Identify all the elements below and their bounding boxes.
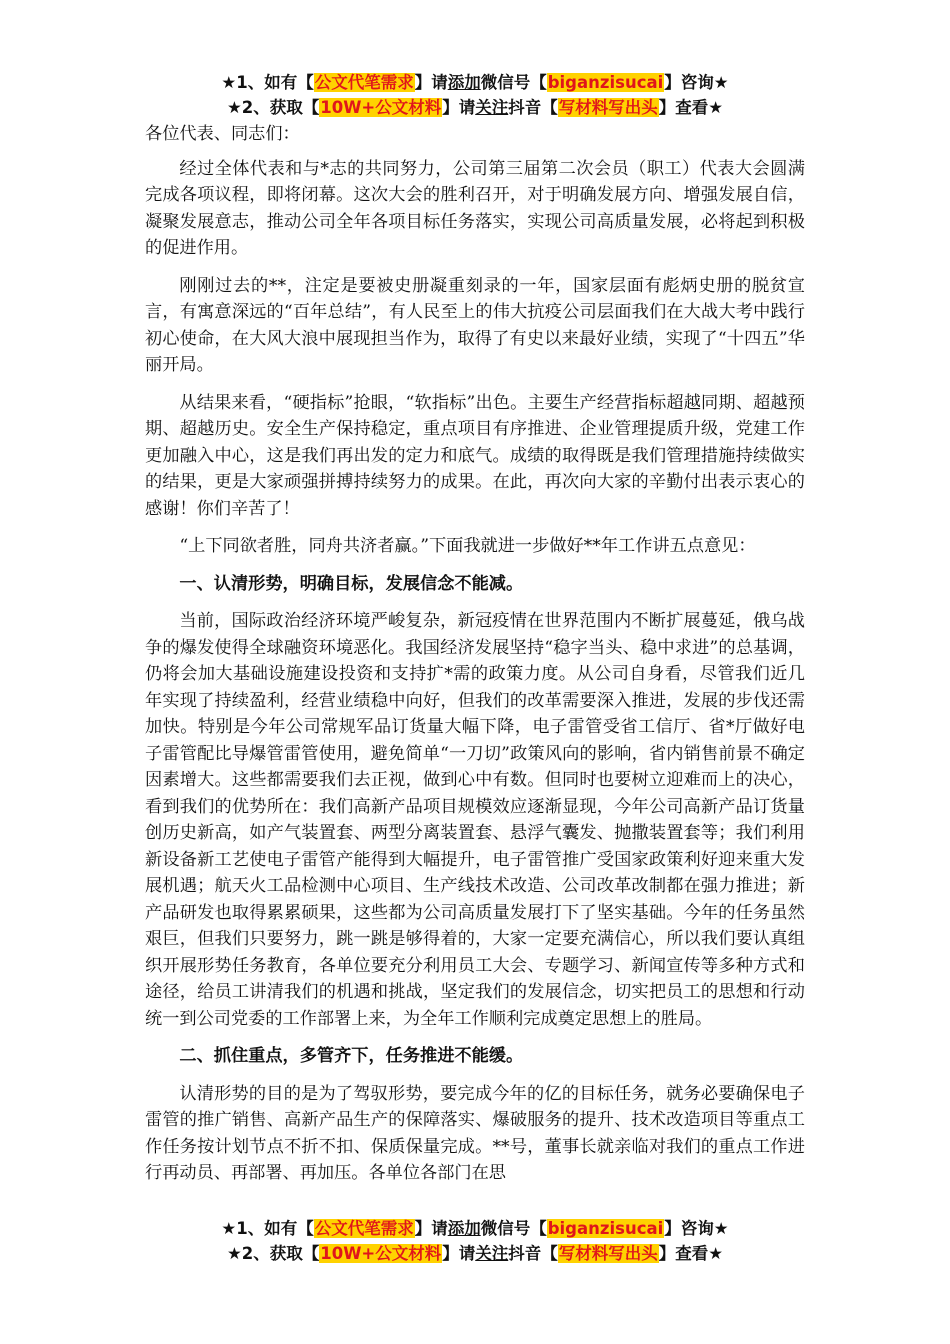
- banner-text: ★2、获取【: [226, 98, 320, 117]
- banner-text: 微信号【: [480, 1219, 547, 1238]
- banner-text: 】请: [414, 1219, 448, 1238]
- top-banner: [0, 70, 950, 120]
- salutation: 各位代表、同志们：: [145, 124, 300, 144]
- paragraph: 当前，国际政治经济环境严峻复杂，新冠疫情在世界范围内不断扩展蔓延，俄乌战争的爆发使得全球融资环境恶化。我国经济发展坚持“稳字当头、稳中求进”的总基调，仍将会加大基础设施建设投资和支持扩*需的政策力度。从公司自身看，尽管我们近几年实现了持续盈利，经营业绩稳中向好，但我们的改革需要深入推进，发展的步伐还需加快。特别是今年公司常规军品订货量大幅下降，电子雷管受省工信厅、省*厅做好电子雷管配比导爆管雷管使用，避免简单“一刀切”政策风向的影响，省内销售前景不确定因素增大。这些都需要我们去正视，做到心中有数。但同时也要树立迎难而上的决心，看到我们的优势所在：我们高新产品项目规模效应逐渐显现，今年公司高新产品订货量创历史新高，如产气装置套、两型分离装置套、悬浮气囊发、抛撒装置套等；我们利用新设备新工艺使电子雷管产能得到大幅提升，电子雷管推广受国家政策利好迎来重大发展机遇；航天火工品检测中心项目、生产线技术改造、公司改革改制都在强力推进；新产品研发也取得累累硕果，这些都为公司高质量发展打下了坚实基础。今年的任务虽然艰巨，但我们只要努力，跳一跳是够得着的，大家一定要充满信心，所以我们要认真组织开展形势任务教育，各单位要充分利用员工大会、专题学习、新闻宣传等多种方式和途径，给员工讲清我们的机遇和挑战，坚定我们的发展信念，切实把员工的思想和行动统一到公司党委的工作部署上来，为全年工作顺利完成奠定思想上的胜局。: [145, 611, 805, 1029]
- banner-text: ★1、如有【: [221, 1219, 314, 1238]
- bottom-banner: [0, 1216, 950, 1266]
- banner-line-2: [0, 1241, 950, 1266]
- banner-text: 】请: [414, 73, 448, 92]
- banner-line-2: [0, 95, 950, 120]
- highlight-materials: 10W+公文材料: [320, 1244, 442, 1263]
- highlight-ghostwriting: 公文代笔需求: [314, 73, 414, 92]
- banner-text: 微信号【: [480, 73, 547, 92]
- banner-line-1: [0, 70, 950, 95]
- banner-text: 抖音【: [508, 98, 558, 117]
- paragraph: 刚刚过去的**，注定是要被史册凝重刻录的一年，国家层面有彪炳史册的脱贫宣言，有寓意深远的“百年总结”，有人民至上的伟大抗疫公司层面我们在大战大考中践行初心使命，在大风大浪中展现担当作为，取得了有史以来最好业绩，实现了“十四五”华丽开局。: [145, 275, 805, 375]
- banner-text: 抖音【: [508, 1244, 558, 1263]
- document-body: [145, 121, 805, 1198]
- section-heading-1: 一、认清形势，明确目标，发展信念不能减。: [179, 573, 524, 594]
- underline-follow: 关注: [475, 98, 509, 117]
- underline-follow: 关注: [475, 1244, 509, 1263]
- highlight-materials: 10W+公文材料: [320, 98, 442, 117]
- banner-text: 】咨询★: [664, 73, 729, 92]
- banner-line-1: [0, 1216, 950, 1241]
- highlight-wechat-id: biganzisucai: [547, 1219, 664, 1238]
- section-heading-2: 二、抓住重点，多管齐下，任务推进不能缓。: [179, 1046, 524, 1066]
- banner-text: 】咨询★: [664, 1219, 729, 1238]
- paragraph: 从结果来看，“硬指标”抢眼，“软指标”出色。主要生产经营指标超越同期、超越预期、超越历史。安全生产保持稳定，重点项目有序推进、企业管理提质升级，党建工作更加融入中心，这是我们再出发的定力和底气。成绩的取得既是我们管理措施持续做实的结果，更是大家顽强拼搏持续努力的成果。在此，再次向大家的辛勤付出表示衷心的感谢！你们辛苦了！: [145, 392, 805, 519]
- underline-add: 添加: [447, 1219, 481, 1238]
- banner-text: ★2、获取【: [226, 1244, 320, 1263]
- paragraph: 认清形势的目的是为了驾驭形势，要完成今年的亿的目标任务，就务必要确保电子雷管的推广销售、高新产品生产的保障落实、爆破服务的提升、技术改造项目等重点工作任务按计划节点不折不扣、保质保量完成。**号，董事长就亲临对我们的重点工作进行再动员、再部署、再加压。各单位各部门在思: [145, 1083, 805, 1183]
- paragraph: “上下同欲者胜，同舟共济者赢。”下面我就进一步做好**年工作讲五点意见：: [179, 536, 756, 556]
- paragraph: 经过全体代表和与*志的共同努力，公司第三届第二次会员（职工）代表大会圆满完成各项议程，即将闭幕。这次大会的胜利召开，对于明确发展方向、增强发展自信，凝聚发展意志，推动公司全年各项目标任务落实，实现公司高质量发展，必将起到积极的促进作用。: [145, 158, 805, 258]
- banner-text: 】查看★: [658, 98, 724, 117]
- underline-add: 添加: [447, 73, 481, 92]
- banner-text: 】查看★: [658, 1244, 724, 1263]
- highlight-wechat-id: biganzisucai: [547, 73, 664, 92]
- banner-text: 】请: [442, 98, 476, 117]
- highlight-douyin: 写材料写出头: [558, 1244, 658, 1263]
- highlight-ghostwriting: 公文代笔需求: [314, 1219, 414, 1238]
- banner-text: ★1、如有【: [221, 73, 314, 92]
- highlight-douyin: 写材料写出头: [558, 98, 658, 117]
- banner-text: 】请: [442, 1244, 476, 1263]
